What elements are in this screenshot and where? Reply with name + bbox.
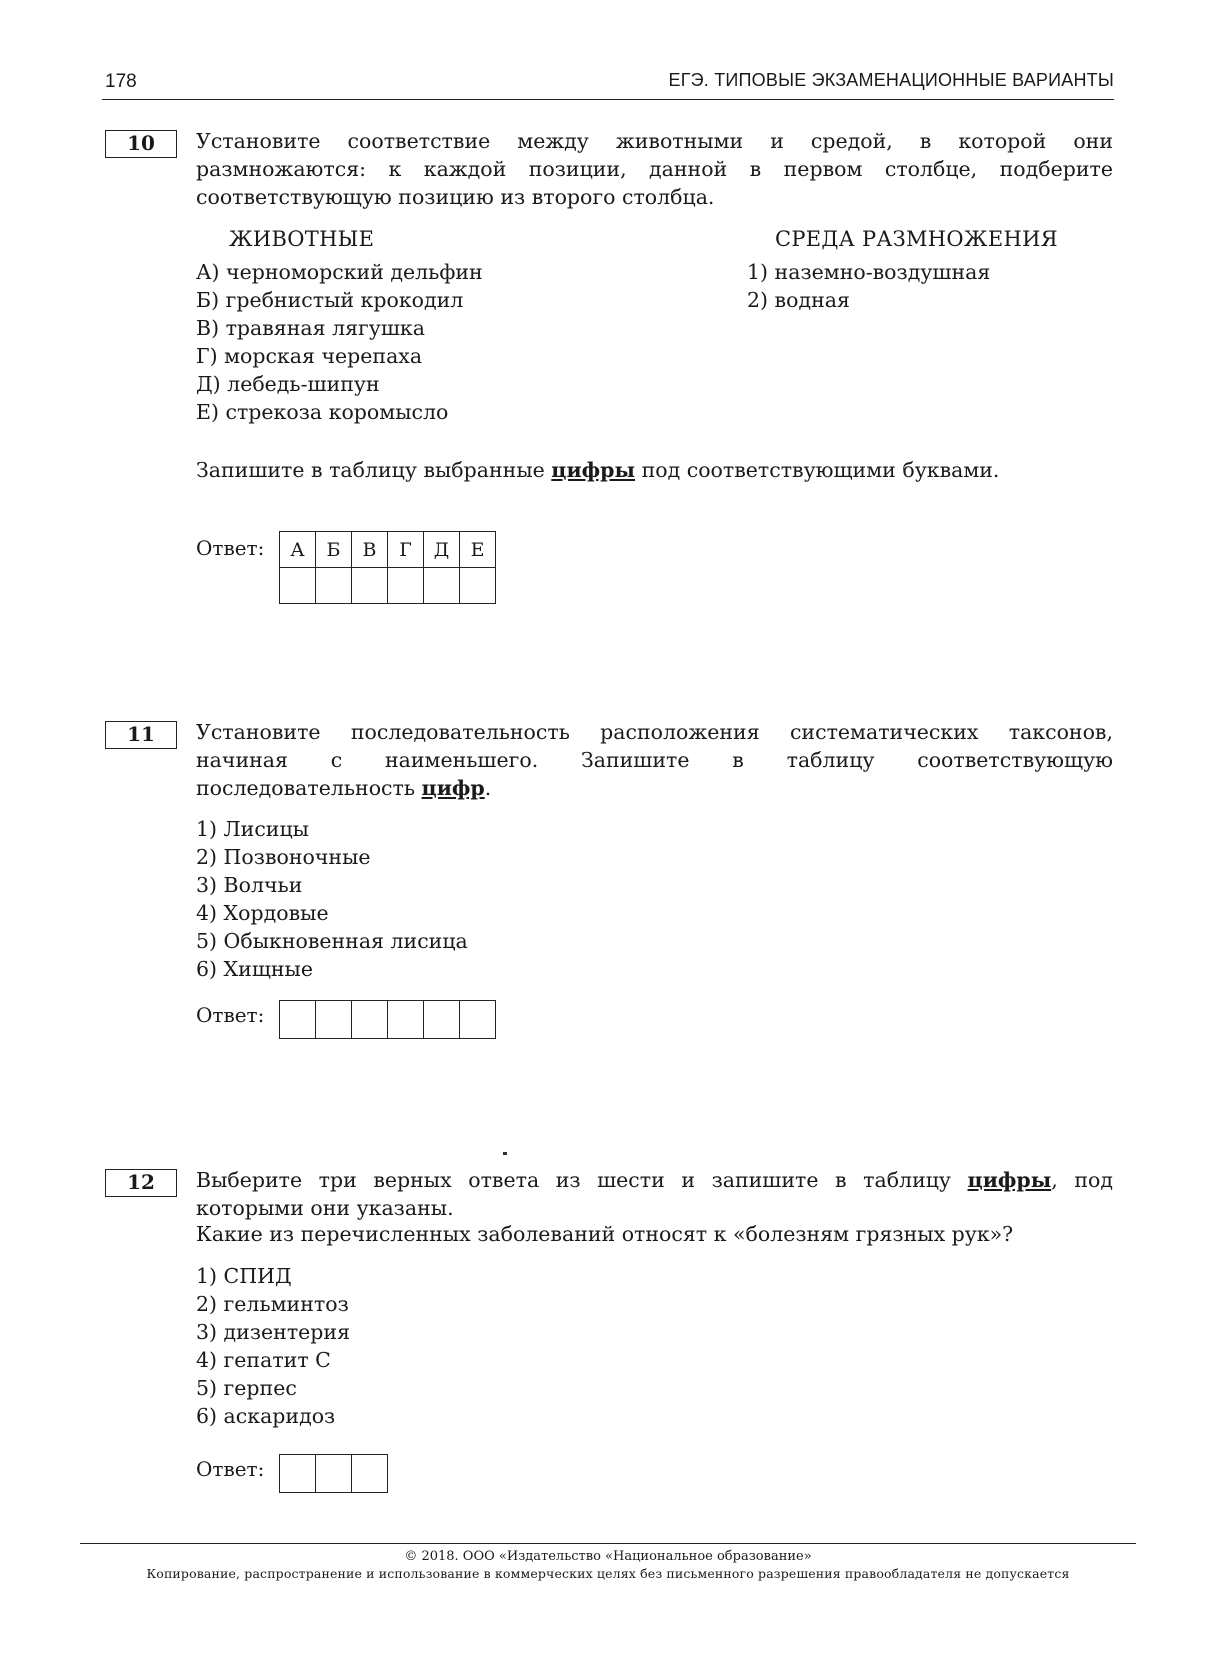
list-item: 6) аскаридоз xyxy=(196,1404,336,1428)
list-item: А) черноморский дельфин xyxy=(196,260,483,284)
answer-column-letter: А xyxy=(280,532,316,568)
animals-list xyxy=(196,258,483,426)
instruction-emphasis: цифры xyxy=(551,458,636,482)
question-number-12: 12 xyxy=(105,1169,177,1197)
question-number-10: 10 xyxy=(105,130,177,158)
running-title: ЕГЭ. ТИПОВЫЕ ЭКЗАМЕНАЦИОННЫЕ ВАРИАНТЫ xyxy=(668,70,1114,90)
question-number-11: 11 xyxy=(105,721,177,749)
question-11-text-content: Установите последовательность расположения систематических таксонов, начиная с наименьшего. Запишите в таблицу соответствующую последовательность xyxy=(196,720,1113,800)
list-item: 2) водная xyxy=(747,288,850,312)
answer-label: Ответ: xyxy=(196,536,265,560)
answer-table-input-row xyxy=(280,568,496,604)
answer-column-letter: В xyxy=(352,532,388,568)
list-item: 5) герпес xyxy=(196,1376,297,1400)
answer-cells-12 xyxy=(279,1454,388,1493)
question-11-punctuation: . xyxy=(484,776,492,800)
answer-label: Ответ: xyxy=(196,1003,265,1027)
answer-table-10 xyxy=(279,531,496,604)
answer-cells-11 xyxy=(279,1000,496,1039)
list-item: 3) Волчьи xyxy=(196,873,303,897)
answer-column-letter: Е xyxy=(460,532,496,568)
list-item: Д) лебедь-шипун xyxy=(196,372,380,396)
list-item: 5) Обыкновенная лисица xyxy=(196,929,468,953)
copyright: © 2018. ООО «Издательство «Национальное образование» xyxy=(404,1549,812,1564)
answer-cell[interactable] xyxy=(460,568,496,604)
question-12-text xyxy=(196,1166,1113,1222)
environment-column-header: СРЕДА РАЗМНОЖЕНИЯ xyxy=(775,227,1058,251)
footer-rule xyxy=(80,1543,1136,1544)
question-11-emphasis: цифр xyxy=(421,776,485,800)
answer-cell[interactable] xyxy=(388,568,424,604)
answer-cell[interactable] xyxy=(280,1455,315,1492)
list-item: Б) гребнистый крокодил xyxy=(196,288,464,312)
page-number: 178 xyxy=(105,71,137,92)
instruction-text: Запишите в таблицу выбранные xyxy=(196,458,545,482)
answer-cell[interactable] xyxy=(352,568,388,604)
answer-cell[interactable] xyxy=(280,568,316,604)
list-item: 2) Позвоночные xyxy=(196,845,371,869)
list-item: 1) СПИД xyxy=(196,1264,292,1288)
answer-cell[interactable] xyxy=(351,1455,387,1492)
list-item: 4) Хордовые xyxy=(196,901,329,925)
answer-cell[interactable] xyxy=(387,1001,423,1038)
list-item: Г) морская черепаха xyxy=(196,344,423,368)
answer-cell[interactable] xyxy=(315,1455,351,1492)
question-10-text xyxy=(196,127,1113,211)
answer-table-header-row xyxy=(280,532,496,568)
answer-cell[interactable] xyxy=(316,568,352,604)
answer-cell[interactable] xyxy=(315,1001,351,1038)
answer-cell[interactable] xyxy=(351,1001,387,1038)
question-12-text-content: Выберите три верных ответа из шести и запишите в таблицу xyxy=(196,1168,951,1192)
question-12-text-continuation: , под которыми они указаны. xyxy=(196,1168,1113,1220)
list-item: Е) стрекоза коромысло xyxy=(196,400,449,424)
answer-cell[interactable] xyxy=(459,1001,495,1038)
instruction-text: под соответствующими буквами. xyxy=(641,458,1000,482)
answer-column-letter: Г xyxy=(388,532,424,568)
question-10-instruction xyxy=(196,458,999,482)
answer-column-letter: Д xyxy=(424,532,460,568)
list-item: 2) гельминтоз xyxy=(196,1292,349,1316)
animals-column-header: ЖИВОТНЫЕ xyxy=(229,227,375,251)
answer-cell[interactable] xyxy=(423,1001,459,1038)
copyright-notice: Копирование, распространение и использование в коммерческих целях без письменного разрешения правообладателя не допускается xyxy=(146,1566,1070,1581)
question-10-text-content: Установите соответствие между животными и средой, в которой они размножаются: к каждой позиции, данной в первом столбце, подберите соответствующую позицию из второго столбца. xyxy=(196,129,1113,209)
environment-list xyxy=(747,258,990,314)
answer-cell[interactable] xyxy=(424,568,460,604)
list-item: 3) дизентерия xyxy=(196,1320,351,1344)
answer-label: Ответ: xyxy=(196,1457,265,1481)
diseases-list xyxy=(196,1262,350,1430)
taxa-list xyxy=(196,815,468,983)
list-item: 1) наземно-воздушная xyxy=(747,260,991,284)
stray-mark xyxy=(503,1152,507,1155)
answer-cell[interactable] xyxy=(280,1001,315,1038)
answer-column-letter: Б xyxy=(316,532,352,568)
list-item: 6) Хищные xyxy=(196,957,313,981)
list-item: В) травяная лягушка xyxy=(196,316,425,340)
question-11-text xyxy=(196,718,1113,802)
list-item: 4) гепатит С xyxy=(196,1348,331,1372)
question-12-prompt: Какие из перечисленных заболеваний относят к «болезням грязных рук»? xyxy=(196,1222,1014,1246)
list-item: 1) Лисицы xyxy=(196,817,309,841)
header-rule xyxy=(102,99,1114,100)
question-12-emphasis: цифры xyxy=(967,1168,1052,1192)
